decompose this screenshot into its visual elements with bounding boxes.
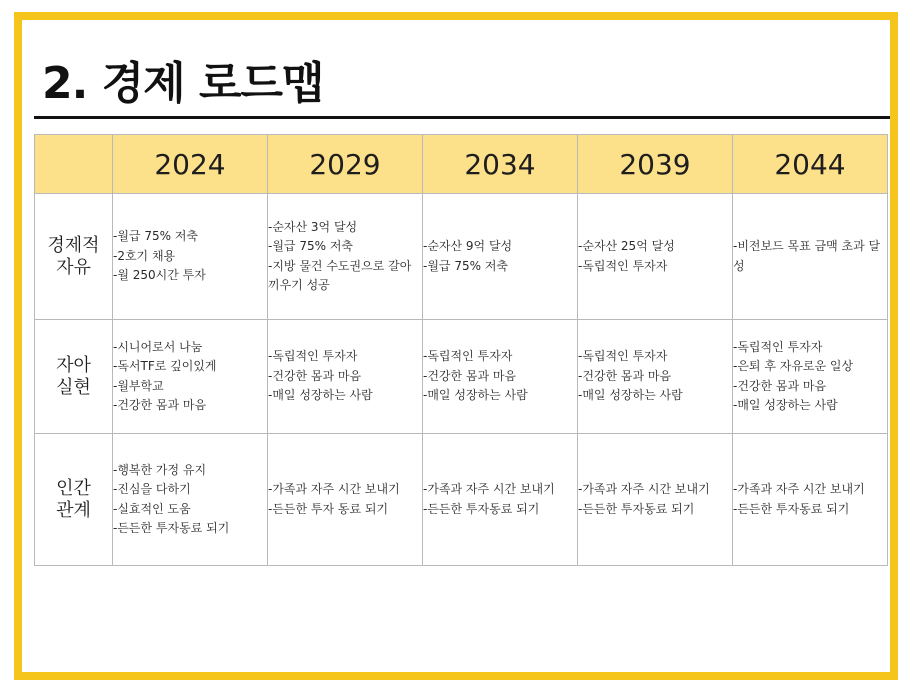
roadmap-cell [423, 194, 578, 320]
goal-item: -건강한 몸과 마음 [423, 368, 517, 383]
row-header-line: 관계 [56, 499, 91, 521]
row-header-line: 실현 [56, 376, 91, 398]
table-row [35, 434, 888, 566]
roadmap-cell [578, 194, 733, 320]
goal-item: -순자산 25억 달성 [578, 239, 675, 253]
goal-item: -순자산 3억 달성 [268, 219, 358, 234]
title-underline [34, 116, 890, 119]
goal-item: -독립적인 투자자 [578, 349, 668, 364]
row-header [35, 320, 113, 434]
year-header-row [35, 135, 888, 194]
goal-item: -월급 75% 저축 [113, 229, 198, 244]
roadmap-cell [268, 320, 423, 434]
roadmap-cell [268, 194, 423, 320]
goal-item: -월급 75% 저축 [423, 258, 508, 273]
roadmap-table [34, 134, 888, 566]
goal-item: -가족과 자주 시간 보내기 [268, 482, 400, 496]
table-row [35, 320, 888, 434]
goal-item: -독립적인 투자자 [578, 258, 668, 273]
goal-item: -든든한 투자동료 되기 [113, 521, 230, 535]
year-header: 2029 [268, 135, 423, 194]
goal-item: -가족과 자주 시간 보내기 [423, 482, 555, 496]
goal-item: -월부학교 [113, 378, 164, 393]
goal-item: -월 250시간 투자 [113, 268, 206, 283]
goal-item: -실효적인 도움 [113, 501, 191, 516]
year-header: 2044 [733, 135, 888, 194]
slide-title: 2. 경제 로드맵 [42, 58, 324, 109]
goal-item: -매일 성장하는 사람 [423, 388, 528, 403]
roadmap-cell [113, 194, 268, 320]
row-header [35, 434, 113, 566]
roadmap-cell [578, 434, 733, 566]
goal-item: -가족과 자주 시간 보내기 [733, 482, 865, 496]
year-header: 2039 [578, 135, 733, 194]
roadmap-cell [423, 434, 578, 566]
goal-item: -건강한 몸과 마음 [733, 378, 827, 393]
goal-item: -독립적인 투자자 [733, 339, 823, 354]
goal-item: -2호기 채용 [113, 248, 176, 263]
goal-item: -든든한 투자 동료 되기 [268, 501, 389, 516]
goal-item: -든든한 투자동료 되기 [733, 501, 850, 516]
goal-item: -비전보드 목표 금맥 초과 달성 [733, 239, 881, 273]
goal-item: -독립적인 투자자 [423, 349, 513, 364]
goal-item: -은퇴 후 자유로운 일상 [733, 359, 854, 373]
corner-cell [35, 135, 113, 194]
goal-item: -든든한 투자동료 되기 [423, 501, 540, 516]
row-header-line: 인간 [56, 477, 91, 499]
roadmap-cell [113, 320, 268, 434]
goal-item: -매일 성장하는 사람 [268, 388, 373, 403]
roadmap-cell [113, 434, 268, 566]
goal-item: -매일 성장하는 사람 [733, 398, 838, 412]
table-row [35, 194, 888, 320]
goal-item: -지방 물건 수도권으로 갈아 끼우기 성공 [268, 258, 412, 292]
goal-item: -든든한 투자동료 되기 [578, 501, 695, 516]
row-header-line: 경제적 [47, 234, 100, 256]
goal-item: -건강한 몸과 마음 [268, 368, 362, 383]
row-header-line: 자유 [56, 256, 91, 278]
goal-item: -독립적인 투자자 [268, 349, 358, 364]
goal-item: -행복한 가정 유지 [113, 462, 207, 477]
goal-item: -순자산 9억 달성 [423, 239, 513, 253]
row-header [35, 194, 113, 320]
row-header-line: 자아 [56, 354, 91, 376]
goal-item: -시니어로서 나눔 [113, 339, 203, 354]
goal-item: -건강한 몸과 마음 [113, 398, 207, 412]
goal-item: -진심을 다하기 [113, 482, 191, 496]
goal-item: -독서TF로 깊이있게 [113, 359, 217, 373]
goal-item: -월급 75% 저축 [268, 239, 353, 253]
year-header: 2024 [113, 135, 268, 194]
roadmap-cell [268, 434, 423, 566]
goal-item: -가족과 자주 시간 보내기 [578, 482, 710, 496]
roadmap-cell [423, 320, 578, 434]
goal-item: -매일 성장하는 사람 [578, 388, 683, 403]
slide-frame [14, 12, 898, 680]
roadmap-cell [733, 320, 888, 434]
roadmap-cell [578, 320, 733, 434]
goal-item: -건강한 몸과 마음 [578, 368, 672, 383]
roadmap-cell [733, 194, 888, 320]
year-header: 2034 [423, 135, 578, 194]
roadmap-cell [733, 434, 888, 566]
